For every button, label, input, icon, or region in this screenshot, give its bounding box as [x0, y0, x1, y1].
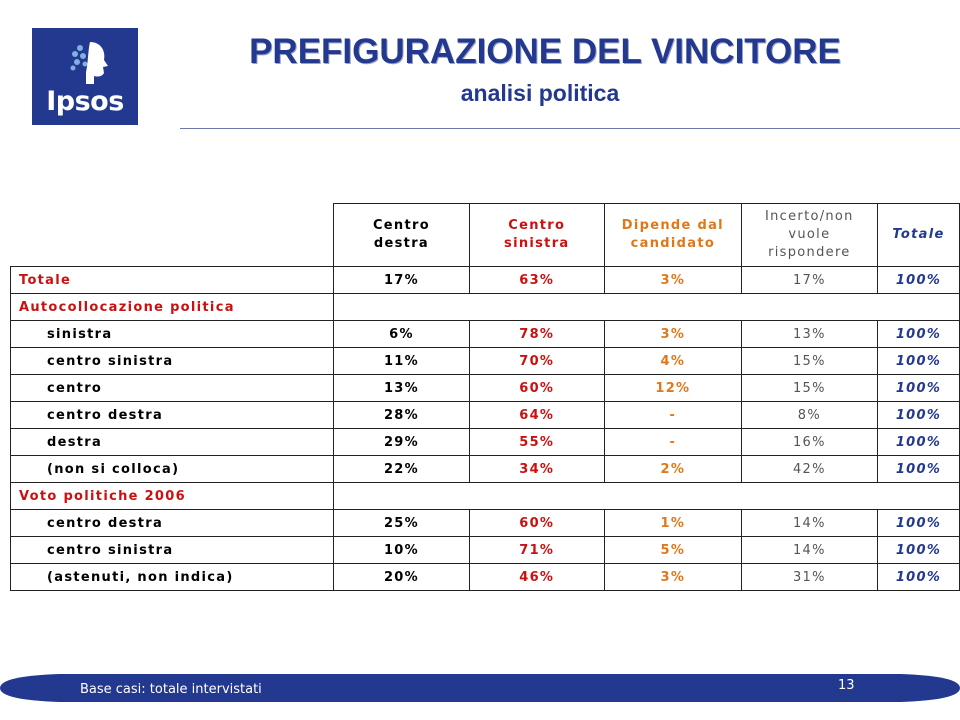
section-spacer [334, 294, 960, 321]
table-cell: 100% [878, 402, 960, 429]
section-spacer [334, 483, 960, 510]
table-row [11, 321, 960, 348]
table-row [11, 267, 960, 294]
table-row [11, 537, 960, 564]
row-label: centro sinistra [11, 537, 334, 564]
table-cell: 29% [334, 429, 469, 456]
table-row [11, 564, 960, 591]
table-cell: 5% [604, 537, 741, 564]
table-cell: 42% [741, 456, 877, 483]
column-header-line: sinistra [504, 236, 570, 251]
row-label: Autocollocazione politica [11, 294, 334, 321]
row-label: destra [11, 429, 334, 456]
row-label: centro destra [11, 402, 334, 429]
table-cell: - [604, 429, 741, 456]
table-cell: 100% [878, 510, 960, 537]
column-header-line: rispondere [768, 245, 851, 260]
table-cell: 16% [741, 429, 877, 456]
ipsos-logo [32, 28, 138, 125]
table-row [11, 375, 960, 402]
page-subtitle: analisi politica [460, 80, 620, 106]
table-cell: 3% [604, 564, 741, 591]
table-cell: 60% [469, 510, 604, 537]
table-cell: 4% [604, 348, 741, 375]
page-title: PREFIGURAZIONE DEL VINCITORE [249, 32, 841, 71]
table-cell: 71% [469, 537, 604, 564]
row-label: sinistra [11, 321, 334, 348]
table-cell: 17% [334, 267, 469, 294]
row-label: centro [11, 375, 334, 402]
section-row [11, 294, 960, 321]
table-cell: 100% [878, 537, 960, 564]
table-cell: 11% [334, 348, 469, 375]
column-header-totale [878, 204, 960, 267]
table-header-row [11, 204, 960, 267]
header-divider [180, 128, 960, 129]
table-cell: 12% [604, 375, 741, 402]
section-row [11, 483, 960, 510]
table-cell: 100% [878, 429, 960, 456]
tree-face-icon [66, 36, 110, 86]
row-label: centro destra [11, 510, 334, 537]
column-header-line: destra [373, 236, 429, 251]
table-cell: 3% [604, 321, 741, 348]
table-cell: 46% [469, 564, 604, 591]
table-row [11, 456, 960, 483]
header-empty-cell [11, 204, 334, 267]
table-cell: 100% [878, 375, 960, 402]
column-header-line: Centro [508, 218, 566, 233]
row-label: Voto politiche 2006 [11, 483, 334, 510]
table-cell: 100% [878, 267, 960, 294]
row-label: centro sinistra [11, 348, 334, 375]
footer-base-text: Base casi: totale intervistati [80, 682, 262, 697]
table-cell: 60% [469, 375, 604, 402]
table-row [11, 510, 960, 537]
table-cell: 100% [878, 456, 960, 483]
row-label: (non si colloca) [11, 456, 334, 483]
row-label: (astenuti, non indica) [11, 564, 334, 591]
column-header-centro-destra [334, 204, 469, 267]
table-cell: 14% [741, 510, 877, 537]
table-cell: 14% [741, 537, 877, 564]
results-table [10, 203, 960, 591]
page-number: 13 [838, 678, 855, 693]
table-cell: 100% [878, 348, 960, 375]
column-header-incerto [741, 204, 877, 267]
column-header-line: Dipende dal [621, 218, 724, 233]
table-cell: 15% [741, 348, 877, 375]
table-cell: 3% [604, 267, 741, 294]
table-cell: 78% [469, 321, 604, 348]
table-cell: 100% [878, 321, 960, 348]
table-row [11, 429, 960, 456]
table-cell: 20% [334, 564, 469, 591]
table-cell: 2% [604, 456, 741, 483]
table-cell: 13% [334, 375, 469, 402]
table-cell: 28% [334, 402, 469, 429]
table-cell: 55% [469, 429, 604, 456]
table-cell: 1% [604, 510, 741, 537]
column-header-line: candidato [630, 236, 716, 251]
column-header-line: vuole [788, 227, 831, 242]
column-header-dipende [604, 204, 741, 267]
column-header-line: Incerto/non [765, 209, 854, 224]
table-cell: 17% [741, 267, 877, 294]
table-cell: 25% [334, 510, 469, 537]
table-cell: 31% [741, 564, 877, 591]
table-cell: 10% [334, 537, 469, 564]
table-cell: 6% [334, 321, 469, 348]
table-cell: 70% [469, 348, 604, 375]
column-header-line: Centro [372, 218, 430, 233]
table-cell: 63% [469, 267, 604, 294]
table-cell: 22% [334, 456, 469, 483]
table-cell: - [604, 402, 741, 429]
column-header-centro-sinistra [469, 204, 604, 267]
table-cell: 8% [741, 402, 877, 429]
table-cell: 100% [878, 564, 960, 591]
table-row [11, 402, 960, 429]
row-label: Totale [11, 267, 334, 294]
table-row [11, 348, 960, 375]
table-cell: 64% [469, 402, 604, 429]
logo-text: Ipsos [46, 86, 124, 117]
column-header-line: Totale [892, 227, 945, 242]
table-cell: 13% [741, 321, 877, 348]
table-cell: 34% [469, 456, 604, 483]
table-cell: 15% [741, 375, 877, 402]
